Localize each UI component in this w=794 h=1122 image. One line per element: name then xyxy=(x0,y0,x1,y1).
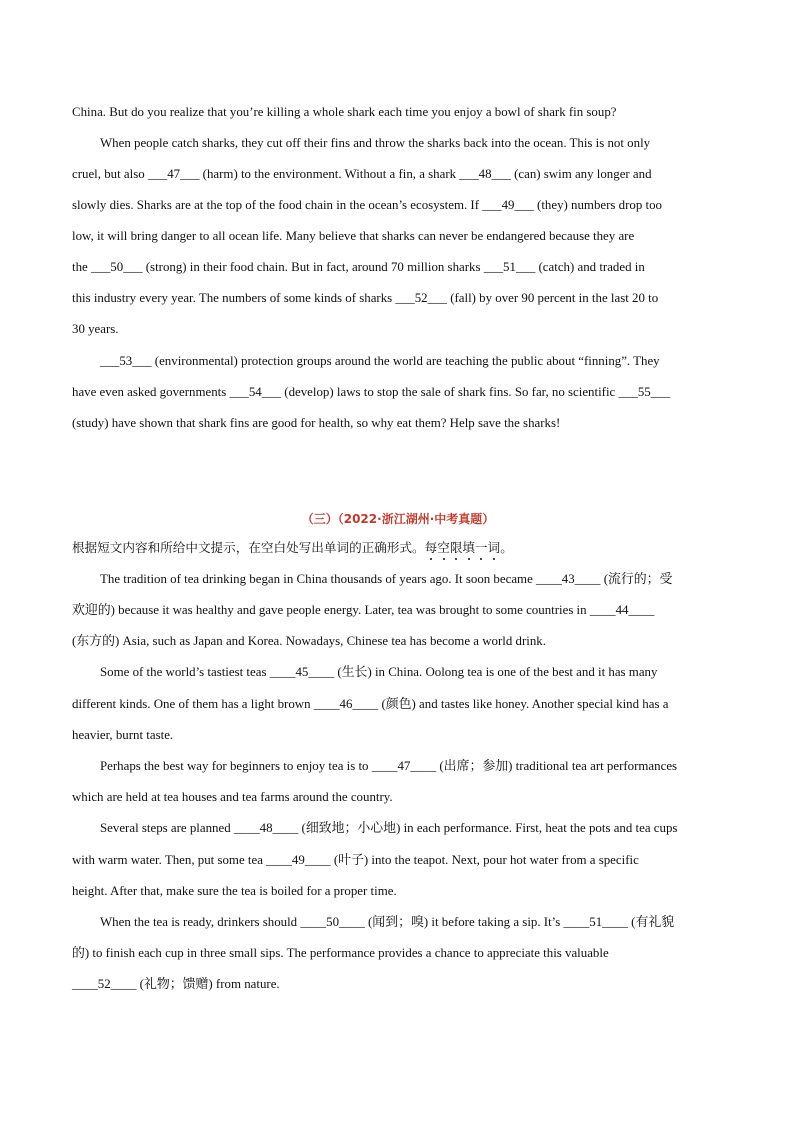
text-line: (study) have shown that shark fins are good for health, so why eat them? Help save the sharks! xyxy=(72,416,561,430)
emphasis-character: 一 xyxy=(475,540,488,555)
text-line: 欢迎的) because it was healthy and gave people energy. Later, tea was brought to some countries in ____44____ xyxy=(72,603,655,617)
emphasis-character: 每 xyxy=(424,540,438,555)
text-line: ____52____ (礼物；馈赠) from nature. xyxy=(72,977,280,991)
text-line: 30 years. xyxy=(72,322,119,336)
text-line: with warm water. Then, put some tea ____49____ (叶子) into the teapot. Next, pour hot water from a specific xyxy=(72,853,639,867)
emphasis-character: 限 xyxy=(449,540,463,555)
instruction-end: 。 xyxy=(500,540,513,555)
text-line: When people catch sharks, they cut off their fins and throw the sharks back into the ocean. This is not only xyxy=(100,136,651,150)
emphasis-character: 空 xyxy=(437,540,450,555)
text-line: (东方的) Asia, such as Japan and Korea. Nowadays, Chinese tea has become a world drink. xyxy=(72,634,546,648)
text-line: slowly dies. Sharks are at the top of the food chain in the ocean’s ecosystem. If ___49___ (they) numbers drop too xyxy=(72,198,662,212)
text-line: cruel, but also ___47___ (harm) to the environment. Without a fin, a shark ___48___ (can) swim any longer and xyxy=(72,167,652,181)
section-instruction xyxy=(72,537,513,556)
section-title: （三）（2022·浙江湖州·中考真题） xyxy=(301,512,495,526)
instruction-text: 根据短文内容和所给中文提示，在空白处写出单词的正确形式。 xyxy=(72,540,425,555)
text-line: China. But do you realize that you’re killing a whole shark each time you enjoy a bowl of shark fin soup? xyxy=(72,105,617,119)
emphasis-character: 填 xyxy=(462,540,475,555)
text-line: The tradition of tea drinking began in China thousands of years ago. It soon became ____43____ (流行的；受 xyxy=(100,572,673,586)
text-line: this industry every year. The numbers of some kinds of sharks ___52___ (fall) by over 90 percent in the last 20 to xyxy=(72,291,659,305)
text-line: Perhaps the best way for beginners to enjoy tea is to ____47____ (出席；参加) traditional tea art performances xyxy=(100,759,678,773)
text-line: Several steps are planned ____48____ (细致地；小心地) in each performance. First, heat the pots and tea cups xyxy=(100,821,678,835)
text-line: ___53___ (environmental) protection groups around the world are teaching the public about “finning”. They xyxy=(100,354,660,368)
text-line: height. After that, make sure the tea is boiled for a proper time. xyxy=(72,884,397,898)
emphasis-character: 词 xyxy=(487,540,501,555)
text-line: When the tea is ready, drinkers should ____50____ (闻到；嗅) it before taking a sip. It’s ____51____ (有礼貌 xyxy=(100,915,675,929)
text-line: Some of the world’s tastiest teas ____45____ (生长) in China. Oolong tea is one of the best and it has many xyxy=(100,665,658,679)
text-line: which are held at tea houses and tea farms around the country. xyxy=(72,790,393,804)
text-line: low, it will bring danger to all ocean life. Many believe that sharks can never be endangered because they are xyxy=(72,229,635,243)
text-line: different kinds. One of them has a light brown ____46____ (颜色) and tastes like honey. Another special kind has a xyxy=(72,697,669,711)
instruction-emphasis xyxy=(425,540,501,555)
text-line: have even asked governments ___54___ (develop) laws to stop the sale of shark fins. So far, no scientific ___55___ xyxy=(72,385,671,399)
text-line: heavier, burnt taste. xyxy=(72,728,174,742)
text-line: 的) to finish each cup in three small sips. The performance provides a chance to appreciate this valuable xyxy=(72,946,609,960)
text-line: the ___50___ (strong) in their food chain. But in fact, around 70 million sharks ___51___ (catch) and traded in xyxy=(72,260,645,274)
